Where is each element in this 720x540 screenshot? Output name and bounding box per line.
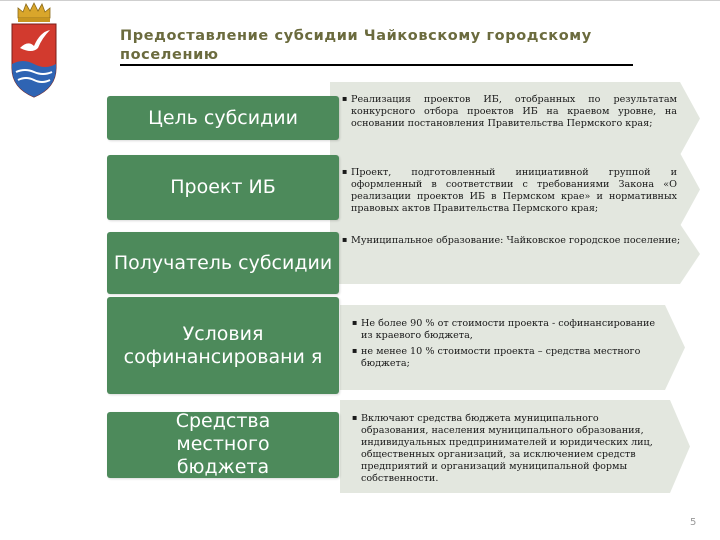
bullet-item: ▪ Не более 90 % от стоимости проекта - софинансирование из краевого бюджета,	[361, 318, 657, 342]
arrow-text-conditions	[352, 318, 657, 370]
bullet-item: ▪ Реализация проектов ИБ, отобранных по результатам конкурсного отбора проектов ИБ на краевом уровне, на основании постановления Правительства Пермского края;	[351, 94, 677, 130]
page-number: 5	[690, 517, 697, 528]
arrow-text-local-budget	[352, 413, 662, 485]
label-recipient: Получатель субсидии	[107, 232, 339, 294]
title-underline	[120, 64, 633, 66]
coat-of-arms-icon	[6, 2, 62, 100]
label-conditions: Условия софинансировани я	[107, 297, 339, 394]
arrow-text-goal	[342, 94, 677, 130]
bullet-item: ▪ Муниципальное образование: Чайковское городское поселение;	[351, 235, 682, 247]
label-project: Проект ИБ	[107, 155, 339, 220]
label-local-budget-text: Средства местного бюджета	[175, 412, 271, 478]
slide-top-border	[0, 0, 720, 1]
arrow-box-recipient	[330, 224, 700, 284]
label-goal: Цель субсидии	[107, 96, 339, 140]
slide-title: Предоставление субсидии Чайковскому городскому поселению	[120, 28, 592, 63]
bullet-item: ▪ Включают средства бюджета муниципального образования, населения муниципального образования, индивидуальных предпринимателей и юридических лиц, общественных организаций, за исключением средств предприятий и организаций муниципальной формы собственности.	[361, 413, 662, 485]
arrow-text-recipient	[342, 235, 682, 247]
bullet-item: ▪ не менее 10 % стоимости проекта – средства местного бюджета;	[361, 346, 657, 370]
arrow-text-project	[342, 167, 677, 215]
label-local-budget	[107, 412, 339, 478]
bullet-item: ▪ Проект, подготовленный инициативной группой и оформленный в соответствии с требованиями Закона «О реализации проектов ИБ в Пермском крае» и нормативных правовых актов Правительства Пермского края;	[351, 167, 677, 215]
